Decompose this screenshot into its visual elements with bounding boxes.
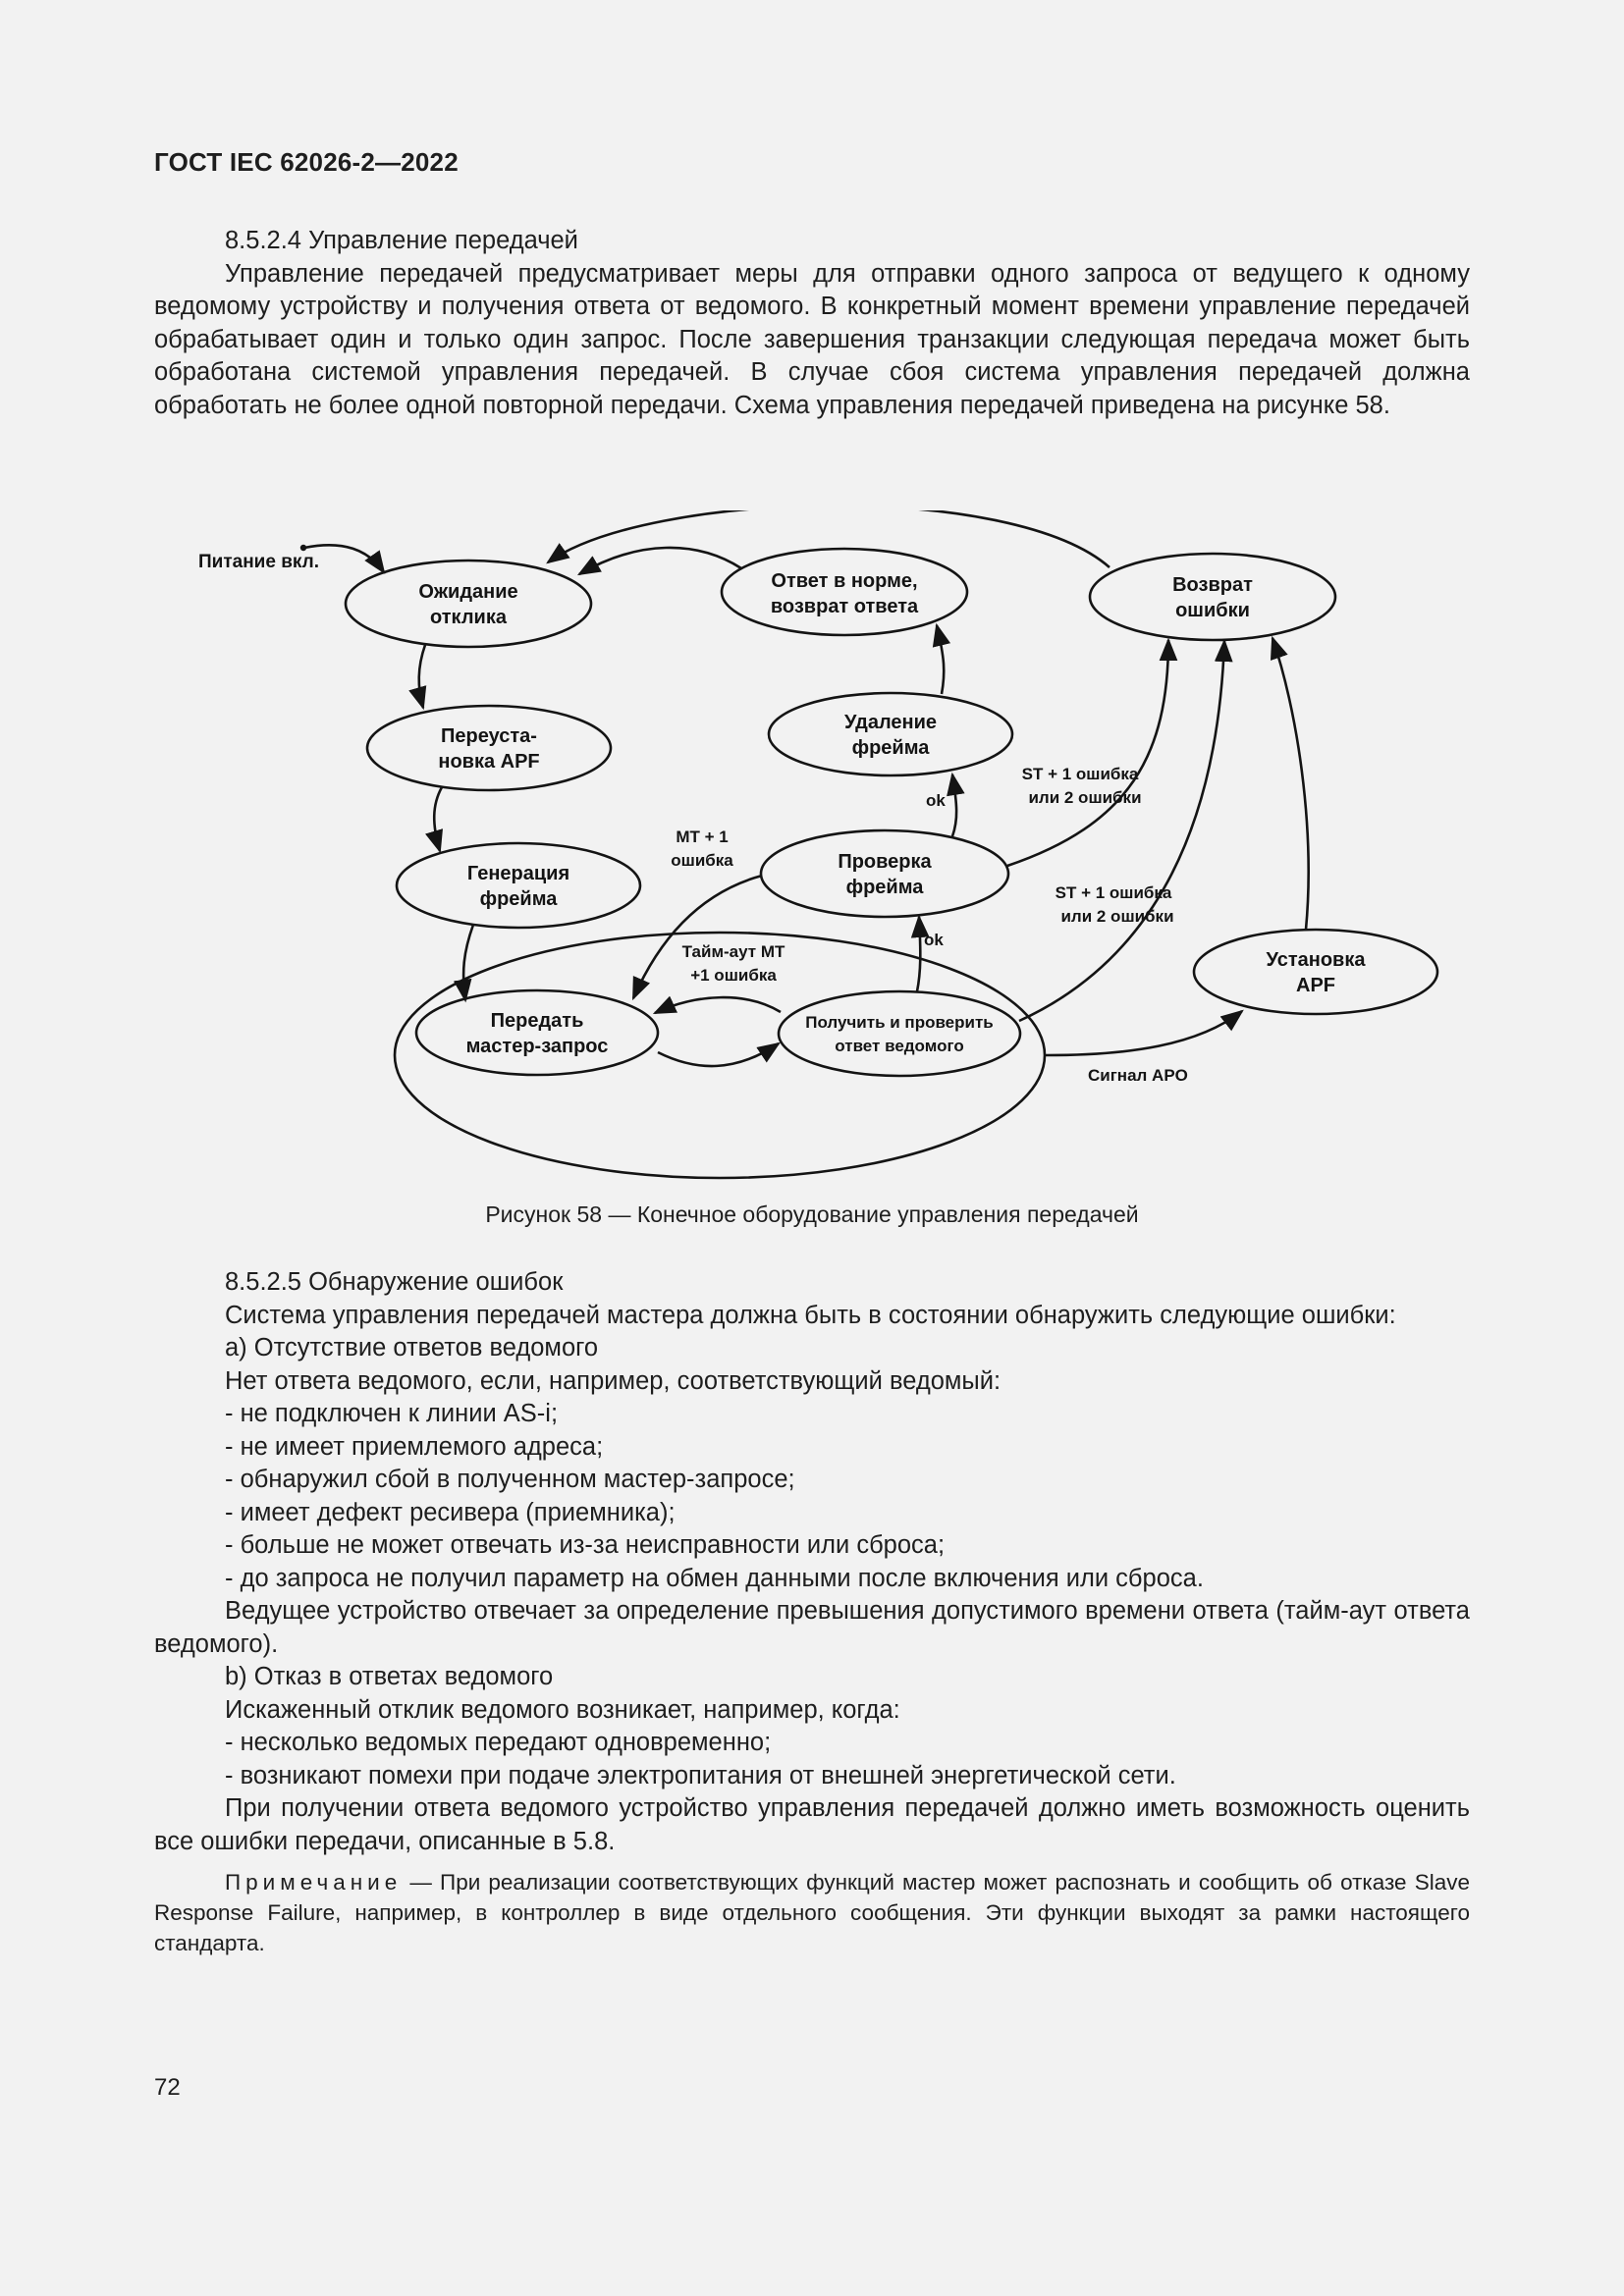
item-b-title: b) Отказ в ответах ведомого [225,1663,554,1690]
timeout-line-1: Тайм-аут MT [681,942,785,961]
state-delete-frame [769,693,1012,775]
generate-frame-line-2: фрейма [479,888,558,910]
document-header: ГОСТ IEC 62026-2—2022 [154,147,459,177]
power-on-label: Питание вкл. [198,552,319,572]
arrow-apo-signal [1046,1011,1242,1055]
reset-apf-line-2: новка APF [438,751,540,773]
state-waiting [346,561,591,647]
note-label: Примечание [225,1870,403,1895]
section-title: 8.5.2.5 Обнаружение ошибок [225,1268,564,1296]
apo-signal-label: Сигнал APO [1088,1066,1188,1085]
state-set-apf [1194,930,1437,1014]
list-item: - больше не может отвечать из-за неисправности или сброса; [225,1531,946,1559]
list-item: - не подключен к линии AS-i; [225,1400,559,1427]
set-apf-line-2: APF [1296,975,1335,996]
st-error-2-line-1: ST + 1 ошибка [1055,883,1172,902]
section-title: 8.5.2.4 Управление передачей [225,227,578,254]
section-conclusion: При получении ответа ведомого устройство управления передачей должно иметь возможность оценить все ошибки передачи, описанные в 5.8. [154,1794,1470,1855]
arrow-receive-to-check-ok [917,917,920,991]
ok-upper-label: ok [926,791,946,810]
note-text: — При реализации соответствующих функций мастер может распознать и сообщить об отказе Slave Response Failure, например, в контроллер в виде отдельного сообщения. Эти функции выходят за рамки настоящего стандарта. [154,1870,1470,1955]
list-item: - несколько ведомых передают одновременно; [225,1729,772,1756]
set-apf-line-1: Установка [1266,949,1366,971]
response-ok-line-2: возврат ответа [770,596,919,617]
arrow-delete-to-ok [937,625,944,694]
arrow-check-to-delete-ok [952,774,956,836]
state-response-ok [722,549,967,635]
timeout-line-2: +1 ошибка [690,966,777,985]
arrow-waiting-to-reset [419,645,425,708]
check-frame-line-1: Проверка [838,851,932,873]
response-ok-line-1: Ответ в норме, [771,570,918,592]
ok-lower-label: ok [924,931,944,949]
page-number: 72 [154,2074,181,2101]
arrow-send-to-receive-bottom [658,1043,779,1066]
power-on-dot [300,545,306,551]
state-error-return [1090,554,1335,640]
section-8-5-2-5 [154,1266,1470,1858]
section-intro: Система управления передачей мастера должна быть в состоянии обнаружить следующие ошибки: [225,1301,1396,1329]
generate-frame-line-1: Генерация [466,863,570,884]
section-paragraph: Управление передачей предусматривает меры для отправки одного запроса от ведущего к одному ведомому устройству и получения ответа от ведомого. В конкретный момент времени управление передачей обрабатывает один и только один запрос. После завершения транзакции следующая передача может быть обработана системой управления передачей. В случае сбоя система управления передачей должна обработать не более одной повторной передачи. Схема управления передачей приведена на рисунке 58. [154,259,1470,419]
receive-check-line-2: ответ ведомого [835,1037,964,1055]
item-b-intro: Искаженный отклик ведомого возникает, например, когда: [225,1695,900,1724]
list-item: - возникают помехи при подаче электропитания от внешней энергетической сети. [225,1761,1176,1789]
list-item: - до запроса не получил параметр на обмен данными после включения или сброса. [225,1564,1204,1592]
state-machine-diagram [187,510,1453,1198]
arrow-receive-to-error [1019,641,1224,1021]
state-reset-apf [367,706,611,790]
mt-error-line-1: MT + 1 [676,828,729,846]
arrow-set-apf-to-error [1272,638,1309,930]
error-return-line-1: Возврат [1172,574,1253,596]
list-item: - имеет дефект ресивера (приемника); [225,1498,676,1526]
list-item: - не имеет приемлемого адреса; [225,1432,604,1461]
waiting-line-1: Ожидание [418,581,518,603]
st-error-2-line-2: или 2 ошибки [1060,907,1174,926]
send-request-line-2: мастер-запрос [465,1036,609,1057]
list-item: - обнаружил сбой в полученном мастер-запросе; [225,1466,795,1493]
arrow-ok-to-waiting [579,548,741,574]
delete-frame-line-2: фрейма [851,737,930,759]
arrow-error-to-waiting [548,510,1110,567]
state-send-request [416,990,658,1075]
item-a-intro: Нет ответа ведомого, если, например, соответствующий ведомый: [225,1366,1001,1395]
error-return-line-2: ошибки [1175,600,1250,621]
item-a-outro: Ведущее устройство отвечает за определение превышения допустимого времени ответа (тайм-аут ответа ведомого). [154,1597,1470,1658]
st-error-1-line-1: ST + 1 ошибка [1021,765,1139,783]
arrow-receive-to-send-top [655,997,781,1013]
arrow-check-to-error [1007,640,1168,866]
arrow-reset-to-generate [434,787,442,851]
state-receive-check [779,991,1020,1076]
waiting-line-2: отклика [430,607,507,628]
reset-apf-line-1: Переуста- [441,725,537,747]
mt-error-line-2: ошибка [671,851,733,870]
check-frame-line-2: фрейма [845,877,924,898]
send-request-line-1: Передать [490,1010,584,1032]
delete-frame-line-1: Удаление [843,712,938,733]
note [154,1867,1470,1958]
item-a-title: а) Отсутствие ответов ведомого [225,1334,599,1362]
section-8-5-2-4 [154,225,1470,422]
receive-check-line-1: Получить и проверить [805,1013,994,1032]
figure-caption: Рисунок 58 — Конечное оборудование управления передачей [485,1201,1139,1227]
state-generate-frame [397,843,640,928]
arrow-generate-to-send [463,925,473,1000]
state-check-frame [761,830,1008,917]
st-error-1-line-2: или 2 ошибки [1028,788,1142,807]
